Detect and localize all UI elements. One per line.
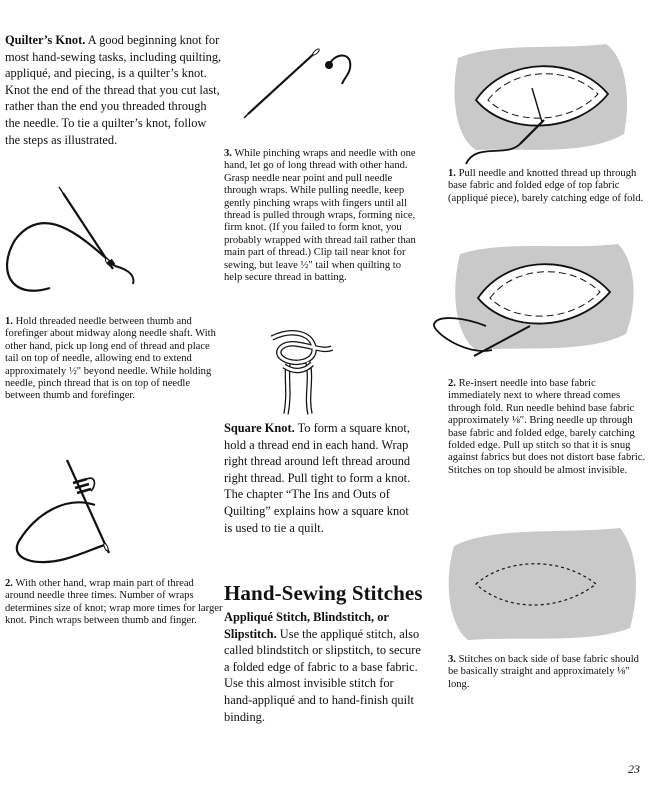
applique-stitch-text: Use the appliqué stitch, also called blindstitch or slipstitch, to secure a folded edge of fabric to a base fabric. Use this almost invisible stitch for hand-appliqué and to hand-finish quilt binding. (224, 626, 421, 724)
quilters-knot-title: Quilter’s Knot. (5, 33, 86, 47)
needle-thread-knot-step1 (5, 180, 205, 310)
applique-stitch-title: Appliqué Stitch, Blindstitch, or Slipstitch. (224, 610, 389, 641)
square-knot-paragraph (224, 420, 420, 536)
page-number: 23 (628, 762, 640, 776)
quilters-knot-text: A good beginning knot for most hand-sewing tasks, including quilting, appliqué, and piecing, is a quilter’s knot. Knot the end of the thread that you cut last, rather than the end you threaded through the needle. To tie a quilter’s knot, follow the steps as illustrated. (5, 33, 222, 147)
square-knot-title: Square Knot. (224, 421, 295, 435)
square-knot-illustration (262, 328, 342, 418)
applique-step2-caption: 2. Re-insert needle into base fabric immediately next to where thread comes through fold. Run needle behind base fabric approximately ⅛". Bring needle up through base fabric and folded edge, barely catching folded edge. Pull up stitch so that it is snug against fabrics but does not distort base fabric. Stitches on top should be almost invisible. (448, 378, 646, 476)
applique-step1-illustration (436, 38, 636, 168)
square-knot-text: To form a square knot, hold a thread end in each hand. Wrap right thread around left thread around right thread. Pull tight to form a knot. The chapter “The Ins and Outs of Quilting” explains how a square knot is used to tie a quilt. (224, 421, 411, 535)
applique-step3-caption: 3. Stitches on back side of base fabric should be basically straight and approximately ⅛" long. (448, 654, 639, 690)
needle-thread-knot-step3 (238, 32, 358, 122)
needle-thread-knot-step2 (5, 455, 205, 580)
section-heading: Hand-Sewing Stitches (224, 581, 423, 605)
applique-step1-caption: 1. Pull needle and knotted thread up through base fabric and folded edge of top fabric (appliqué piece), barely catching edge of fold. (448, 168, 644, 204)
quilters-knot-step3-caption: 3. While pinching wraps and needle with one hand, let go of long thread with other hand. Grasp needle near point and pull needle through wraps. While pulling needle, keep gently pinching wraps with fingers until all thread is pulled through wraps, forming nice, firm knot. (If you failed to form knot, you probably wrapped with thread tail rather than main part of thread.) Clip tail near knot for sewing, but leave ½" tail when quilting to help secure thread in batting. (224, 148, 416, 284)
quilters-knot-step2-caption: 2. With other hand, wrap main part of thread around needle three times. Number of wraps determines size of knot; wrap more times for larger knot. Pinch wraps between thumb and finger. (5, 578, 223, 627)
applique-step3-illustration (440, 520, 640, 648)
quilters-knot-step1-caption: 1. Hold threaded needle between thumb and forefinger about midway along needle shaft. With other hand, pick up long end of thread and place tail on top of needle, allowing end to extend approximately ½" beyond needle. While holding needle, pinch thread that is on top of needle between thumb and forefinger. (5, 316, 216, 402)
quilters-knot-intro (5, 32, 223, 148)
applique-stitch-paragraph (224, 609, 422, 725)
applique-step2-illustration (426, 238, 641, 358)
